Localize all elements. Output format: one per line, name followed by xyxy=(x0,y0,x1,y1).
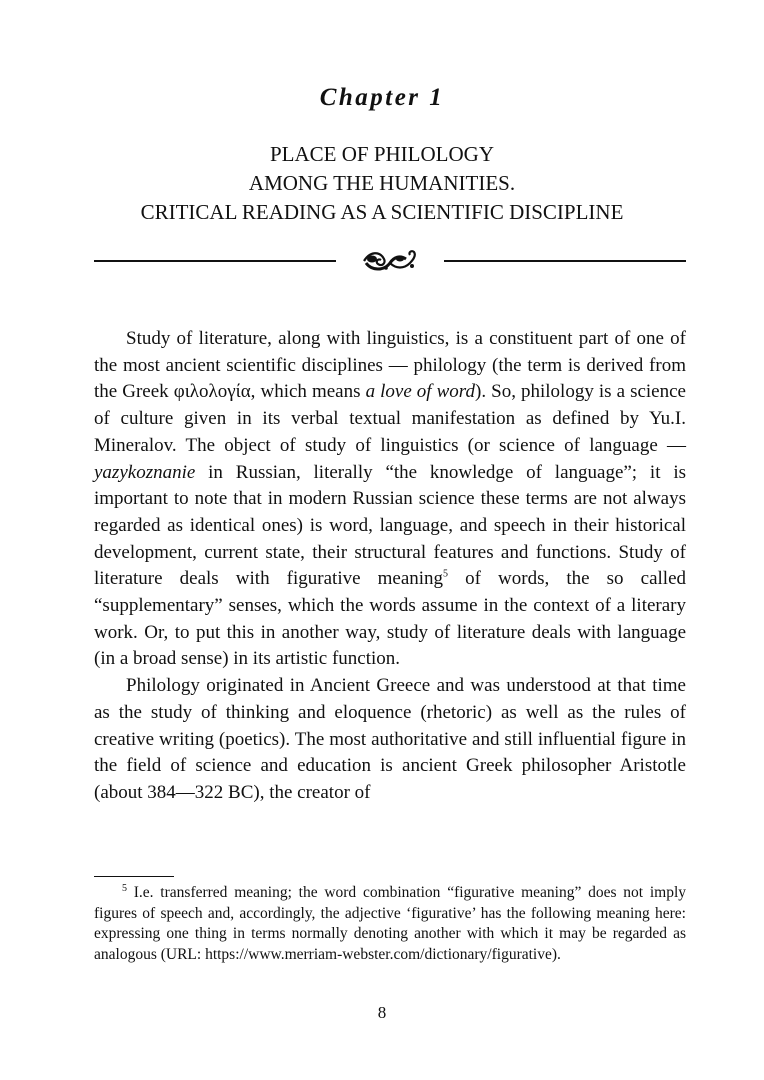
main-text xyxy=(94,326,686,807)
italic-text: a love of word xyxy=(365,381,475,403)
chapter-title-line: PLACE OF PHILOLOGY xyxy=(269,142,494,166)
chapter-title-line: AMONG THE HUMANITIES. xyxy=(248,171,516,195)
page-number: 8 xyxy=(377,1003,387,1022)
text-run: ). So, philology is a science of culture given in its verbal textual manifestation as defined by Yu.I. Mineralov. The object of study of linguistics (or science of language — xyxy=(94,381,686,456)
chapter-title xyxy=(0,140,764,227)
italic-text: yazykoznanie xyxy=(94,461,196,483)
paragraph xyxy=(94,326,686,673)
text-run: Study of literature, along with linguistics, is a constituent part of one of the most ancient scientific disciplines — philology (the term is derived from the Greek φιλολογία, which means xyxy=(94,328,686,403)
footnote-reference: 5 xyxy=(443,569,449,580)
footnote xyxy=(94,883,686,965)
footnote-number: 5 xyxy=(122,882,127,894)
footnote-text: I.e. transferred meaning; the word combination “figurative meaning” does not imply figures of speech and, accordingly, the adjective ‘figurative’ has the following meaning here: expressing one thing in terms normally denoting another with which it may be regarded as analogous (URL: https://www.merriam-webster.com/dictionary/figurative). xyxy=(94,884,686,963)
text-run: of words, the so called “supplementary” senses, which the words assume in the context of a literary work. Or, to put this in another way, study of literature deals with language (in a broad sense) in its artistic function. xyxy=(94,568,686,670)
floral-fleuron-icon xyxy=(360,247,420,275)
divider-rule-right xyxy=(444,260,686,262)
divider-rule-left xyxy=(94,260,336,262)
paragraph: Philology originated in Ancient Greece and was understood at that time as the study of thinking and eloquence (rhetoric) as well as the rules of creative writing (poetics). The most authoritative and still influential figure in the field of science and education is ancient Greek philosopher Aristotle (about 384—322 BC), the creator of xyxy=(94,675,686,803)
footnote-paragraph xyxy=(94,883,686,965)
text-run: in Russian, literally “the knowledge of language”; it is important to note that in modern Russian science these terms are not always regarded as identical ones) is word, language, and speech in their historical development, current state, their structural features and functions. Study of literature deals with figurative meaning xyxy=(94,461,686,590)
chapter-title-line: CRITICAL READING AS A SCIENTIFIC DISCIPLINE xyxy=(140,200,624,224)
chapter-heading: Chapter 1 xyxy=(319,84,445,111)
ornamental-divider xyxy=(94,243,686,279)
footnote-separator xyxy=(94,876,174,877)
